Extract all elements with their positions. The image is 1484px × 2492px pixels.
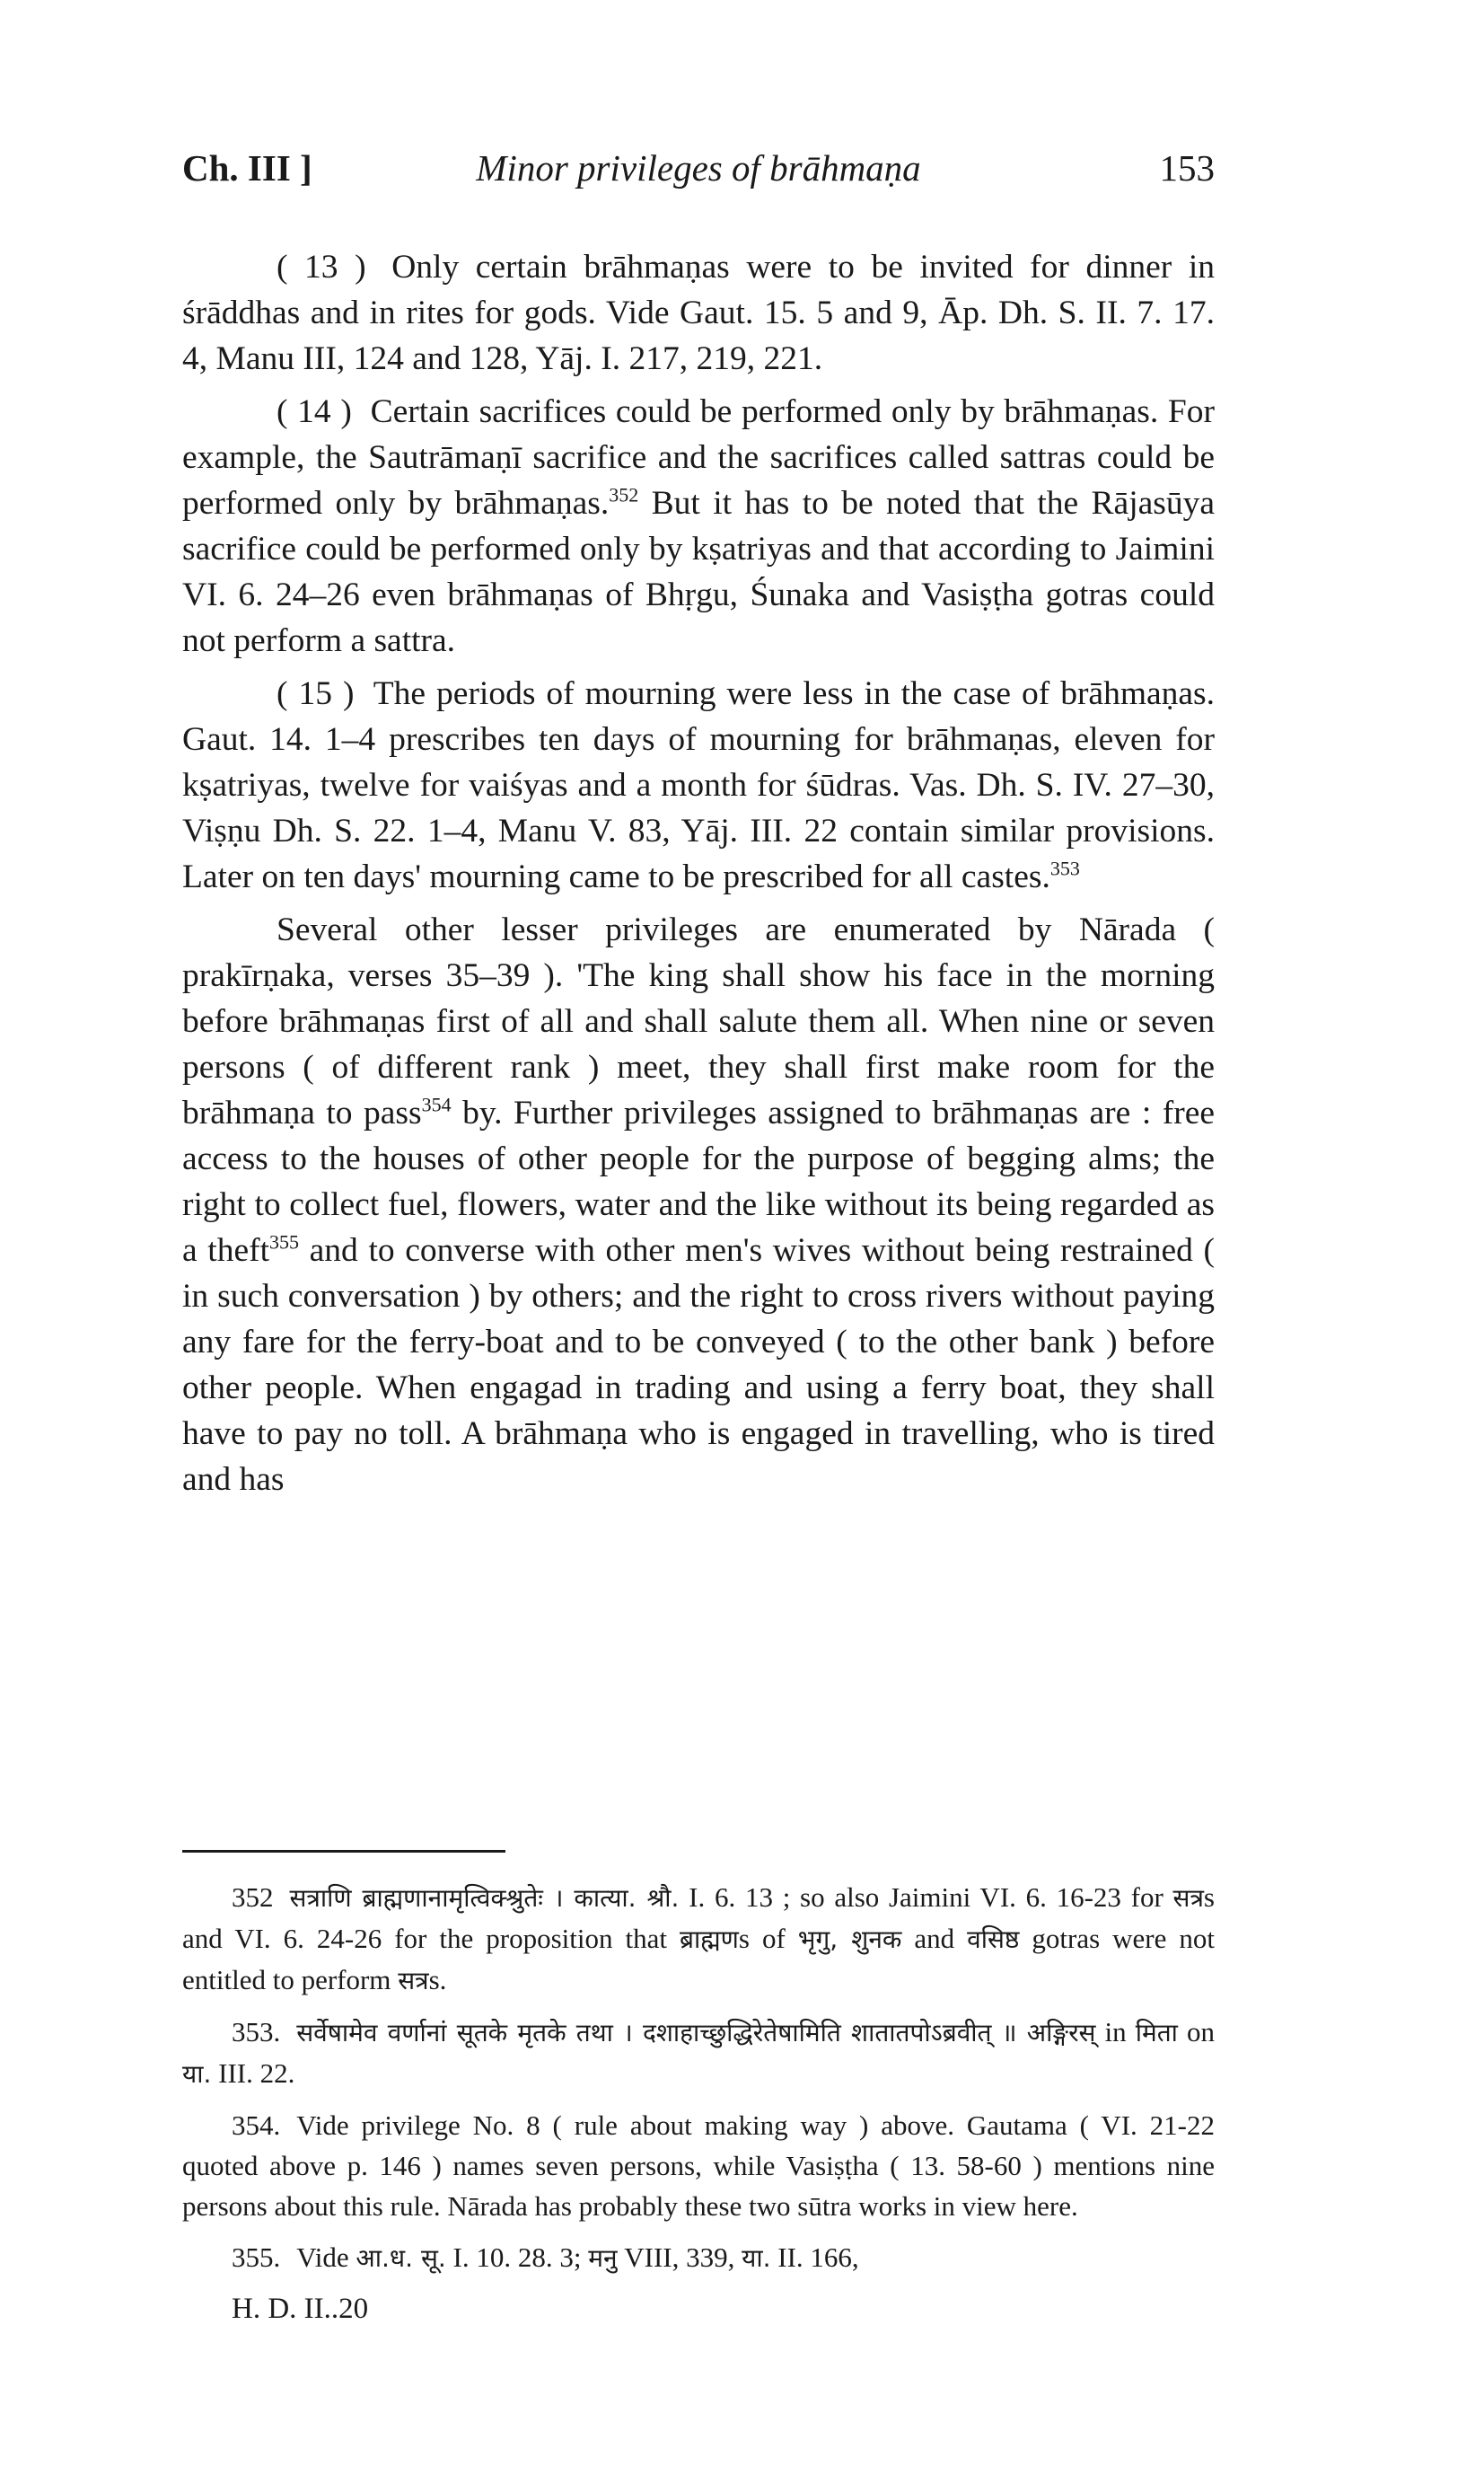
devanagari-text: सत्राणि ब्राह्मणानामृत्विक्श्रुतेः । कात्या. श्रौ.: [289, 1883, 680, 1913]
paragraph-text: Several other lesser privileges are enumerated by Nārada ( prakīrṇaka, verses 35–39 ). 'The king shall show his face in the morning before brāhmaṇas first of all and shall salute them all. When nine or seven persons ( of different rank ) meet, they shall first make room for the brāhmaṇa to pass: [182, 911, 1215, 1132]
paragraph-number: ( 13 ): [277, 249, 366, 286]
footnote-354: [182, 2105, 1215, 2226]
paragraph-13: [182, 244, 1215, 382]
footnote-text: I. 6. 13 ; so also Jaimini VI. 6. 16-23 for: [679, 1881, 1173, 1913]
footnote-number: 354.: [232, 2109, 281, 2141]
devanagari-text: या.: [742, 2243, 771, 2273]
paragraph-text: by. Further privileges assigned to brāhmaṇas are : free access to the houses of other people for the purpose of begging alms; the right to collect fuel, flowers, water and the like without its being regarded as a theft: [182, 1095, 1215, 1269]
bottom-signature: H. D. II..20: [232, 2293, 369, 2325]
page-title: Minor privileges of brāhmaṇa: [476, 147, 921, 189]
devanagari-text: मिता: [1135, 2018, 1178, 2047]
paragraph-14: [182, 389, 1215, 664]
devanagari-text: ब्राह्मण: [679, 1924, 739, 1954]
footnote-text: II. 166,: [770, 2241, 859, 2273]
devanagari-text: मनु: [588, 2243, 618, 2273]
paragraph-number: ( 14 ): [277, 393, 352, 430]
footnote-text: s.: [428, 1964, 447, 1995]
paragraph-text: The periods of mourning were less in the case of brāhmaṇas. Gaut. 14. 1–4 prescribes ten days of mourning for brāhmaṇas, eleven for kṣatriyas, twelve for vaiśyas and a month for śūdras. Vas. Dh. S. IV. 27–30, Viṣṇu Dh. S. 22. 1–4, Manu V. 83, Yāj. III. 22 contain similar provisions. Later on ten days' mourning came to be prescribed for all castes.: [182, 675, 1216, 895]
devanagari-text: भृगु, शुनक: [797, 1924, 902, 1954]
footnote-text: Vide privilege No. 8 ( rule about making way ) above. Gautama ( VI. 21-22 quoted above p. 146 ) names seven persons, while Vasiṣṭha ( 13. 58-60 ) mentions nine persons about this rule. Nārada has probably these two sūtra works in view here.: [182, 2109, 1215, 2222]
footnote-text: and: [901, 1923, 968, 1954]
footnote-text: gotras were not entitled to perform: [182, 1923, 1215, 1995]
footnote-ref-354[interactable]: 354: [421, 1093, 452, 1116]
devanagari-text: सर्वेषामेव वर्णानां सूतके मृतके तथा । दशाहाच्छुद्धिरेतेषामिति शातातपोऽब्रवीत् ॥ अङ्गिरस्: [296, 2018, 1096, 2047]
running-head: [182, 146, 1215, 200]
devanagari-text: सत्र: [1172, 1883, 1204, 1913]
devanagari-text: सत्र: [398, 1966, 429, 1995]
paragraph-narada: [182, 907, 1215, 1502]
footnote-text: VIII, 339,: [617, 2241, 742, 2273]
page-number: 153: [1159, 147, 1215, 189]
devanagari-text: या.: [182, 2059, 212, 2089]
footnote-text: s and VI. 6. 24-26 for the proposition that: [182, 1881, 1215, 1954]
devanagari-text: वसिष्ठ: [967, 1924, 1020, 1954]
footnote-text: I. 10. 28. 3;: [445, 2241, 589, 2273]
footnote-text: s of: [738, 1923, 798, 1954]
paragraph-text: Only certain brāhmaṇas were to be invited for dinner in śrāddhas and in rites for gods. Vide Gaut. 15. 5 and 9, Āp. Dh. S. II. 7. 17. 4, Manu III, 124 and 128, Yāj. I. 217, 219, 221.: [182, 249, 1215, 377]
paragraph-15: [182, 671, 1215, 900]
footnote-ref-352[interactable]: 352: [609, 483, 639, 506]
main-text: [182, 244, 1215, 1510]
paragraph-text: and to converse with other men's wives without being restrained ( in such conversation ) by others; and the right to cross rivers without paying any fare for the ferry-boat and to be conveyed ( to the other bank ) before other people. When engagad in trading and using a ferry boat, they shall have to pay no toll. A brāhmaṇa who is engaged in travelling, who is tired and has: [182, 1232, 1215, 1498]
footnote-ref-355[interactable]: 355: [269, 1230, 300, 1254]
chapter-label: Ch. III ]: [182, 147, 312, 189]
footnotes: [182, 1877, 1215, 2329]
footnote-number: 355.: [232, 2241, 281, 2273]
footnote-number: 352: [232, 1881, 274, 1913]
footnote-text: III. 22.: [211, 2057, 295, 2089]
footnote-355: [182, 2237, 1215, 2278]
paragraph-number: ( 15 ): [277, 675, 355, 712]
footnote-number: 353.: [232, 2016, 281, 2047]
footnote-text: Vide: [296, 2241, 356, 2273]
paragraph-text: But it has to be noted that the Rājasūya sacrifice could be performed only by kṣatriyas and that according to Jaimini VI. 6. 24–26 even brāhmaṇas of Bhṛgu, Śunaka and Vasiṣṭha gotras could not perform a sattra.: [182, 485, 1215, 659]
footnote-text: on: [1177, 2016, 1215, 2047]
footnote-text: in: [1095, 2016, 1136, 2047]
footnote-divider: [182, 1850, 505, 1853]
footnote-353: [182, 2012, 1215, 2094]
footnote-352: [182, 1877, 1215, 2001]
paragraph-text: Certain sacrifices could be performed only by brāhmaṇas. For example, the Sautrāmaṇī sacrifice and the sacrifices called sattras could be performed only by brāhmaṇas.: [182, 393, 1215, 522]
devanagari-text: आ.ध. सू.: [356, 2243, 446, 2273]
footnote-ref-353[interactable]: 353: [1049, 857, 1080, 880]
